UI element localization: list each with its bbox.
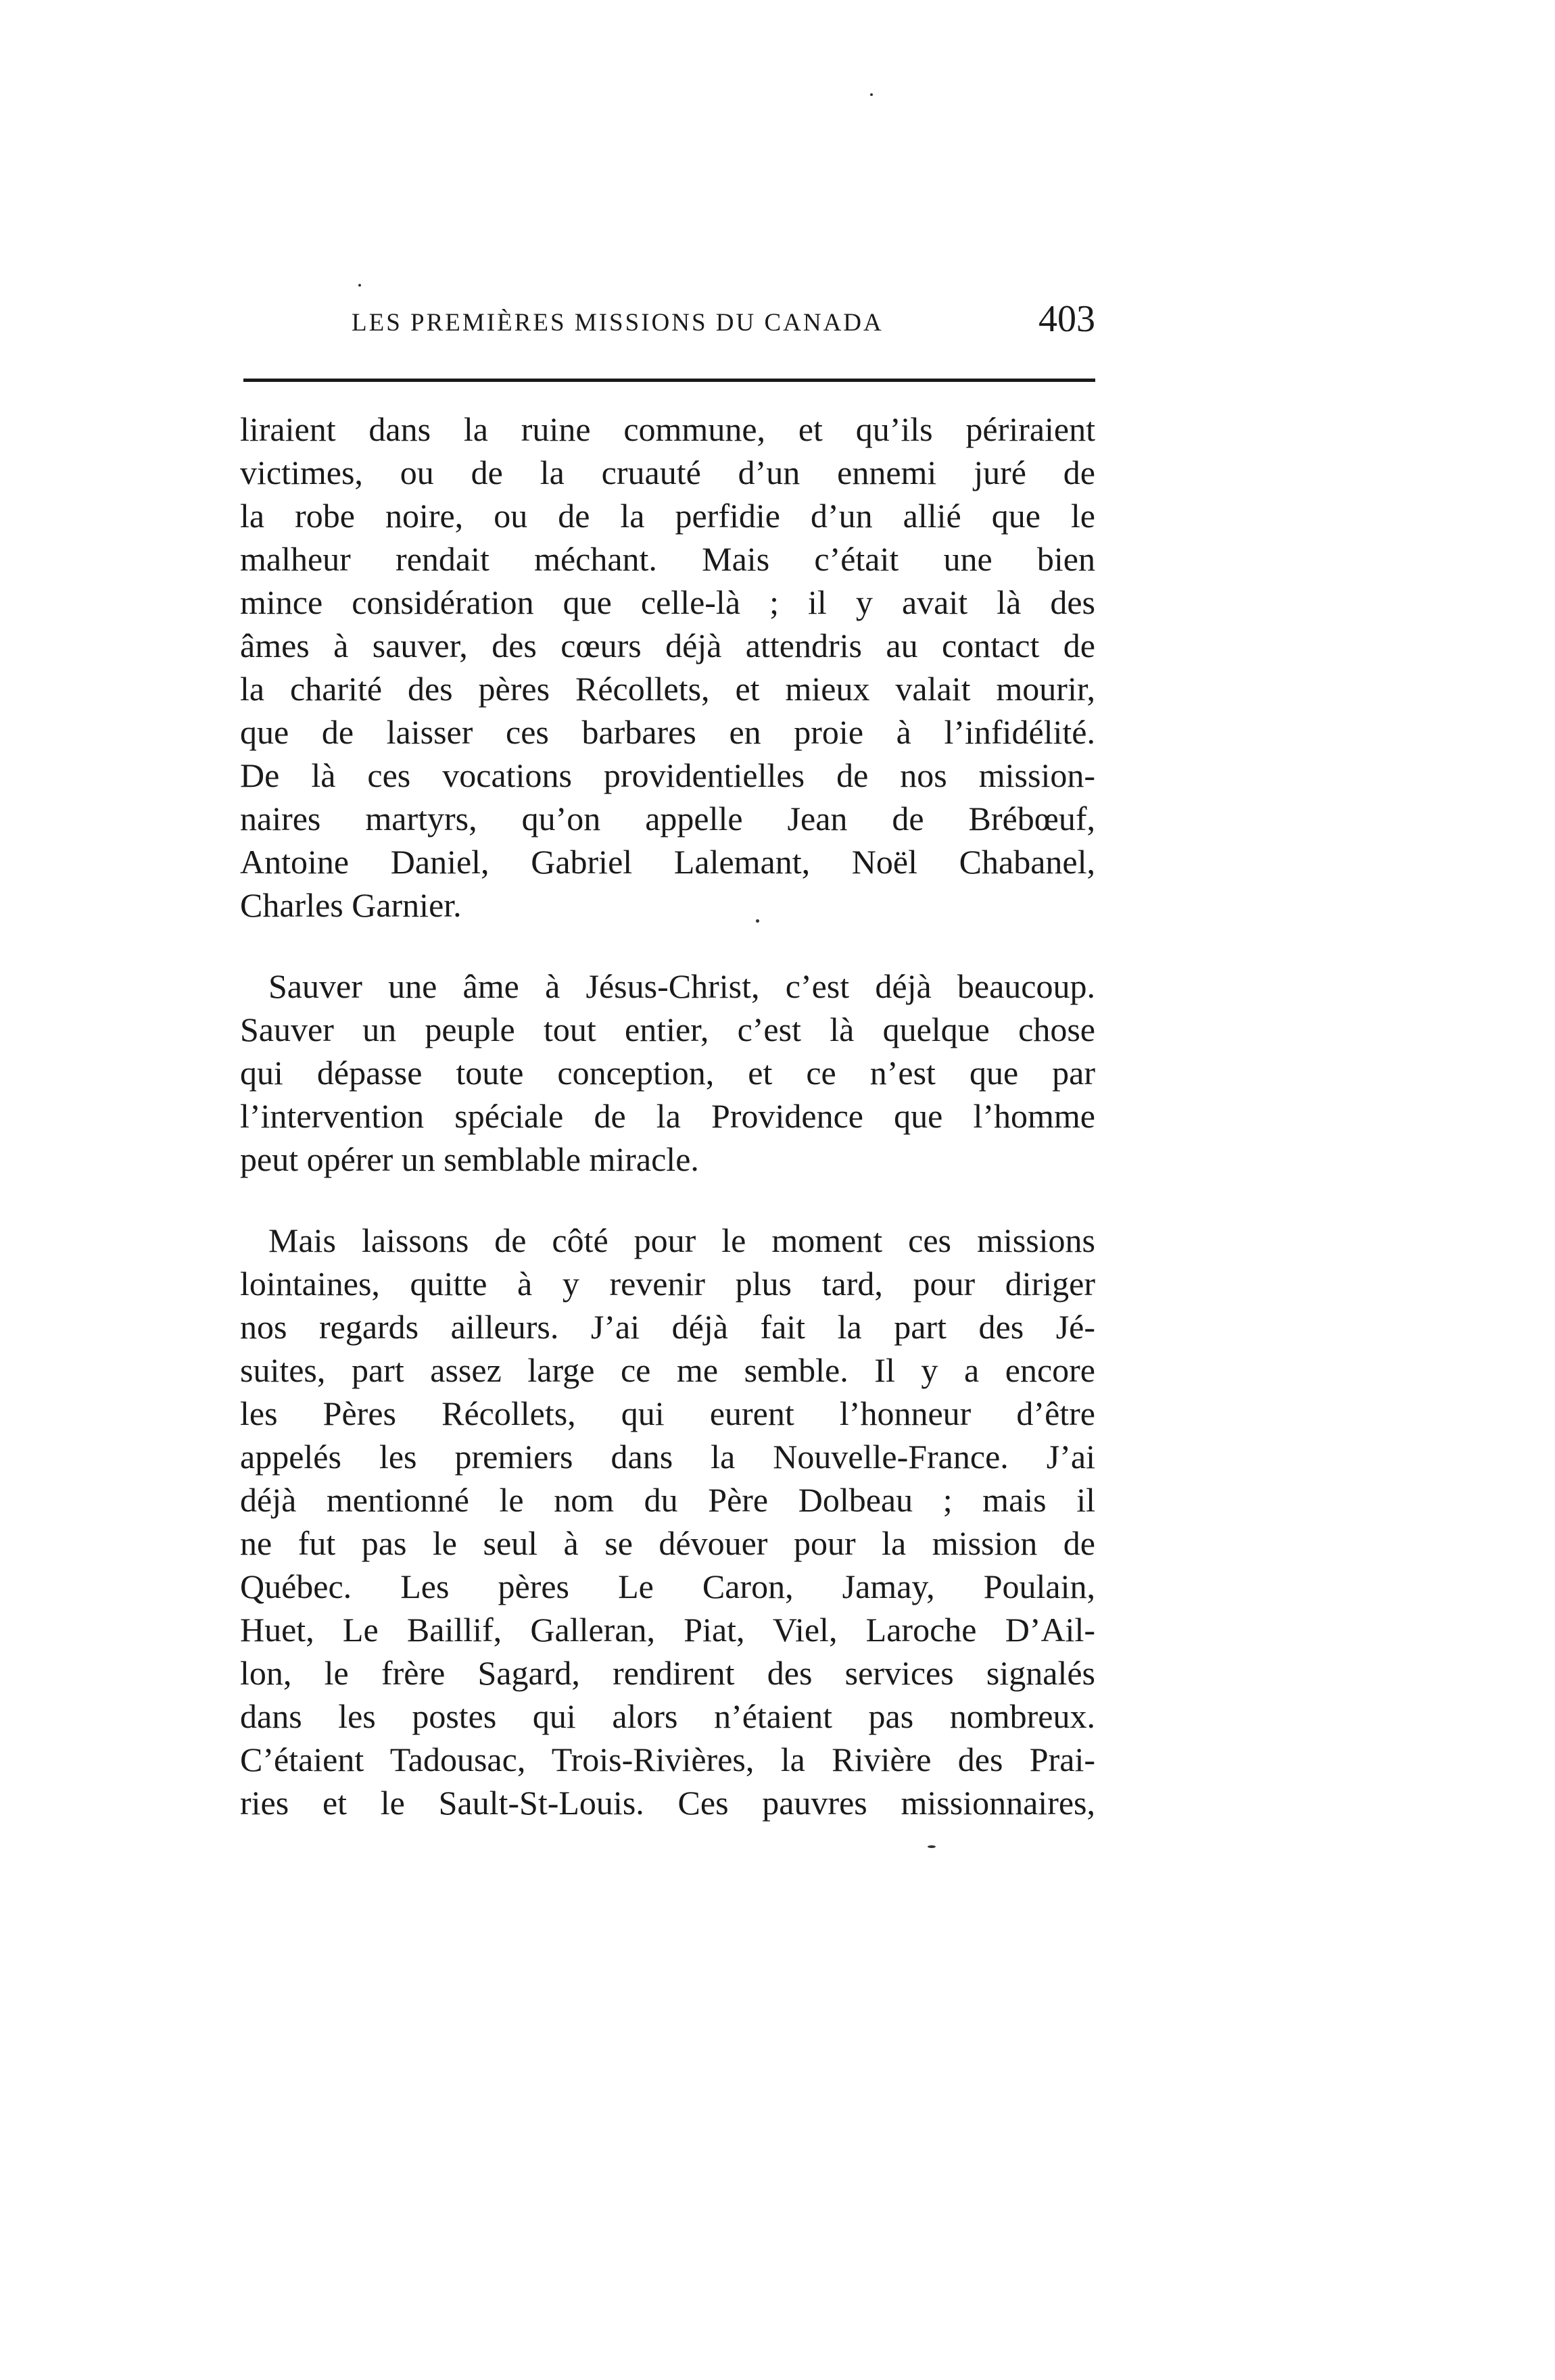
print-speck [358, 284, 361, 287]
header-rule [243, 379, 1095, 382]
paragraph-2 [240, 965, 1095, 1181]
text-line: suites, part assez large ce me semble. Il y a encore [240, 1351, 1095, 1389]
running-head [243, 297, 1095, 345]
paragraph-1 [240, 408, 1095, 927]
text-line: qui dépasse toute conception, et ce n’est que par [240, 1054, 1095, 1092]
text-line: De là ces vocations providentielles de nos mission- [240, 756, 1095, 794]
paragraph-gap [240, 927, 1095, 965]
text-line: lointaines, quitte à y revenir plus tard, pour diriger [240, 1265, 1095, 1303]
text-line: la robe noire, ou de la perfidie d’un allié que le [240, 497, 1095, 535]
text-line: victimes, ou de la cruauté d’un ennemi juré de [240, 454, 1095, 491]
text-line: Sauver une âme à Jésus-Christ, c’est déjà beaucoup. [268, 967, 1095, 1005]
print-speck [928, 1845, 936, 1848]
text-line: les Pères Récollets, qui eurent l’honneur d’être [240, 1394, 1095, 1432]
body-text [240, 408, 1095, 1824]
print-speck [756, 919, 759, 923]
text-line: que de laisser ces barbares en proie à l’infidélité. [240, 713, 1095, 751]
text-line: peut opérer un semblable miracle. [240, 1140, 699, 1178]
text-line: déjà mentionné le nom du Père Dolbeau ; mais il [240, 1481, 1095, 1519]
text-line: la charité des pères Récollets, et mieux valait mourir, [240, 670, 1095, 708]
text-line: Huet, Le Baillif, Galleran, Piat, Viel, Laroche D’Ail- [240, 1611, 1095, 1649]
paragraph-gap [240, 1181, 1095, 1219]
text-line: liraient dans la ruine commune, et qu’ils périraient [240, 410, 1095, 448]
page-number: 403 [1038, 298, 1095, 340]
text-line: dans les postes qui alors n’étaient pas nombreux. [240, 1697, 1095, 1735]
text-line: appelés les premiers dans la Nouvelle-France. J’ai [240, 1438, 1095, 1476]
text-line: ries et le Sault-St-Louis. Ces pauvres missionnaires, [240, 1784, 1095, 1822]
text-line: l’intervention spéciale de la Providence que l’homme [240, 1097, 1095, 1135]
text-line: mince considération que celle-là ; il y avait là des [240, 583, 1095, 621]
text-line: ne fut pas le seul à se dévouer pour la mission de [240, 1524, 1095, 1562]
text-line: malheur rendait méchant. Mais c’était une bien [240, 540, 1095, 578]
text-line: Antoine Daniel, Gabriel Lalemant, Noël Chabanel, [240, 843, 1095, 881]
text-line: nos regards ailleurs. J’ai déjà fait la part des Jé- [240, 1308, 1095, 1346]
text-line: naires martyrs, qu’on appelle Jean de Brébœuf, [240, 800, 1095, 837]
running-title: LES PREMIÈRES MISSIONS DU CANADA [352, 309, 884, 337]
text-line: Sauver un peuple tout entier, c’est là quelque chose [240, 1011, 1095, 1048]
text-line: lon, le frère Sagard, rendirent des services signalés [240, 1654, 1095, 1692]
paragraph-3 [240, 1219, 1095, 1824]
print-speck [870, 93, 873, 96]
text-line: âmes à sauver, des cœurs déjà attendris au contact de [240, 627, 1095, 664]
text-line: Mais laissons de côté pour le moment ces missions [268, 1221, 1095, 1259]
text-line: C’étaient Tadousac, Trois-Rivières, la Rivière des Prai- [240, 1741, 1095, 1778]
text-line: Québec. Les pères Le Caron, Jamay, Poulain, [240, 1568, 1095, 1605]
text-line: Charles Garnier. [240, 886, 462, 924]
